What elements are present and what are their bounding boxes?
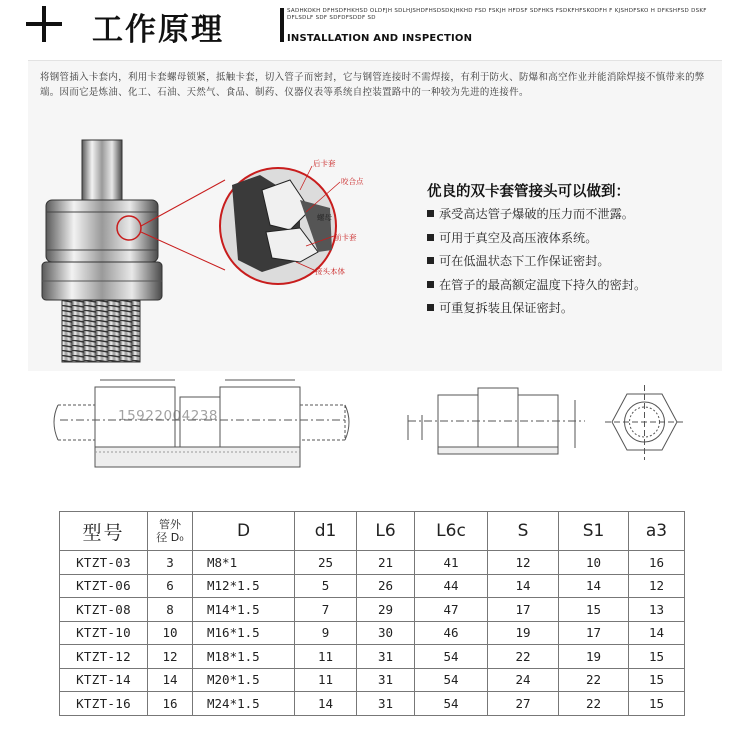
- col-model: 型号: [60, 512, 148, 551]
- col-l6: L6: [357, 512, 415, 551]
- page-subtitle: INSTALLATION AND INSPECTION: [287, 33, 473, 44]
- label-rear-ferrule: 后卡套: [313, 159, 336, 168]
- table-row: KTZT-08 8 M14*1.5 7 29 47 17 15 13: [60, 598, 685, 622]
- feature-item: 可用于真空及高压液体系统。: [427, 230, 646, 254]
- col-l6c: L6c: [415, 512, 488, 551]
- table-row: KTZT-06 6 M12*1.5 5 26 44 14 14 12: [60, 574, 685, 598]
- table-row: KTZT-14 14 M20*1.5 11 31 54 24 22 15: [60, 668, 685, 692]
- col-s1: S1: [559, 512, 629, 551]
- label-nut: 螺母: [317, 213, 332, 222]
- header-fine-print: SADHKOKH DFHSDFHKHSD OLDFJH SDLHJSHDFHSDSDKJHKHD FSD FSKJH HFDSF SDFHKS FSDKFHFSKODFH F KJSHDFSKO H DFKSHFSD DSKF DFLSDLF SDF SDFDFSDDF SD: [287, 8, 707, 21]
- table-row: KTZT-10 10 M16*1.5 9 30 46 19 17 14: [60, 621, 685, 645]
- feature-item: 承受高达管子爆破的压力而不泄露。: [427, 206, 646, 230]
- label-body: 接头本体: [315, 267, 345, 276]
- intro-paragraph: 将钢管插入卡套内，利用卡套螺母锁紧，抵触卡套，切入管子而密封，它与钢管连接时不需焊接，有利于防火、防爆和高空作业并能消除焊接不慎带来的弊端。因而它是炼油、化工、石油、天然气、食品、制药、仪器仪表等系统自控装置路中的一种较为先进的连接件。: [40, 72, 705, 98]
- table-header-row: [60, 512, 685, 551]
- feature-item: 可重复拆装且保证密封。: [427, 300, 646, 324]
- col-s: S: [488, 512, 559, 551]
- col-a3: a3: [629, 512, 685, 551]
- label-front-ferrule: 前卡套: [334, 233, 357, 242]
- table-row: KTZT-12 12 M18*1.5 11 31 54 22 19 15: [60, 645, 685, 669]
- col-d: D: [193, 512, 295, 551]
- watermark-phone: 15922004238: [118, 408, 218, 424]
- table-row: KTZT-03 3 M8*1 25 21 41 12 10 16: [60, 551, 685, 575]
- col-d1: d1: [295, 512, 357, 551]
- label-bite-point: 咬合点: [341, 177, 364, 186]
- spec-table: [59, 511, 685, 716]
- table-row: KTZT-16 16 M24*1.5 14 31 54 27 22 15: [60, 692, 685, 716]
- page-title: 工作原理: [92, 12, 224, 48]
- col-od: 管外 径 D₀: [148, 512, 193, 551]
- features-title: 优良的双卡套管接头可以做到：: [427, 184, 630, 200]
- feature-item: 在管子的最高额定温度下持久的密封。: [427, 277, 646, 301]
- feature-item: 可在低温状态下工作保证密封。: [427, 253, 646, 277]
